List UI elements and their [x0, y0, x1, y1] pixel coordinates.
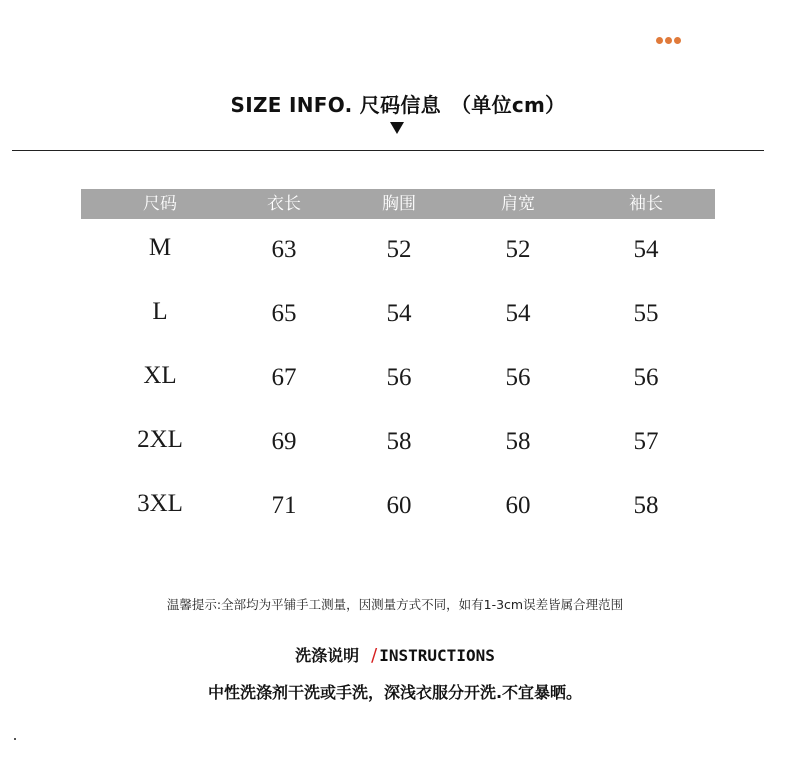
cell-length: 67 — [271, 364, 297, 391]
col-header-chest: 胸围 — [382, 194, 416, 214]
cell-chest: 54 — [386, 300, 412, 327]
down-arrow-icon — [390, 122, 404, 134]
speck — [14, 738, 16, 740]
unit-text: （单位cm） — [450, 93, 566, 117]
cell-sleeve: 55 — [633, 300, 659, 327]
cell-length: 63 — [271, 236, 297, 263]
col-header-sleeve: 袖长 — [629, 194, 663, 214]
cell-length: 69 — [271, 428, 297, 455]
size-table-header — [81, 189, 715, 219]
cell-sleeve: 57 — [633, 428, 659, 455]
title-text: SIZE INFO. 尺码信息 — [230, 93, 441, 117]
col-header-size: 尺码 — [143, 194, 177, 214]
cell-size: L — [152, 298, 168, 325]
cell-chest: 60 — [386, 492, 412, 519]
slash-separator: / — [371, 645, 378, 666]
cell-shoulder: 60 — [505, 492, 531, 519]
cell-size: M — [148, 234, 172, 261]
dot — [656, 37, 663, 44]
cell-shoulder: 54 — [505, 300, 531, 327]
cell-chest: 52 — [386, 236, 412, 263]
more-dots-icon — [656, 37, 681, 44]
cell-sleeve: 54 — [633, 236, 659, 263]
cell-length: 65 — [271, 300, 297, 327]
instructions-title-en: INSTRUCTIONS — [379, 646, 495, 665]
cell-size: 3XL — [137, 490, 183, 517]
instructions-heading — [0, 643, 790, 666]
measurement-note: 温馨提示:全部均为平铺手工测量，因测量方式不同，如有1-3cm误差皆属合理范围 — [166, 597, 624, 612]
cell-length: 71 — [271, 492, 297, 519]
cell-size: XL — [143, 362, 177, 389]
cell-shoulder: 56 — [505, 364, 531, 391]
cell-size: 2XL — [137, 426, 183, 453]
wash-instructions: 中性洗涤剂干洗或手洗，深浅衣服分开洗.不宜暴晒。 — [207, 683, 583, 702]
dot — [665, 37, 672, 44]
cell-sleeve: 58 — [633, 492, 659, 519]
cell-sleeve: 56 — [633, 364, 659, 391]
cell-shoulder: 58 — [505, 428, 531, 455]
cell-chest: 58 — [386, 428, 412, 455]
divider — [12, 150, 764, 151]
col-header-shoulder: 肩宽 — [501, 194, 535, 214]
col-header-length: 衣长 — [267, 194, 301, 214]
instructions-title-cn: 洗涤说明 — [295, 646, 360, 665]
cell-shoulder: 52 — [505, 236, 531, 263]
dot — [674, 37, 681, 44]
page-title — [0, 89, 790, 118]
cell-chest: 56 — [386, 364, 412, 391]
